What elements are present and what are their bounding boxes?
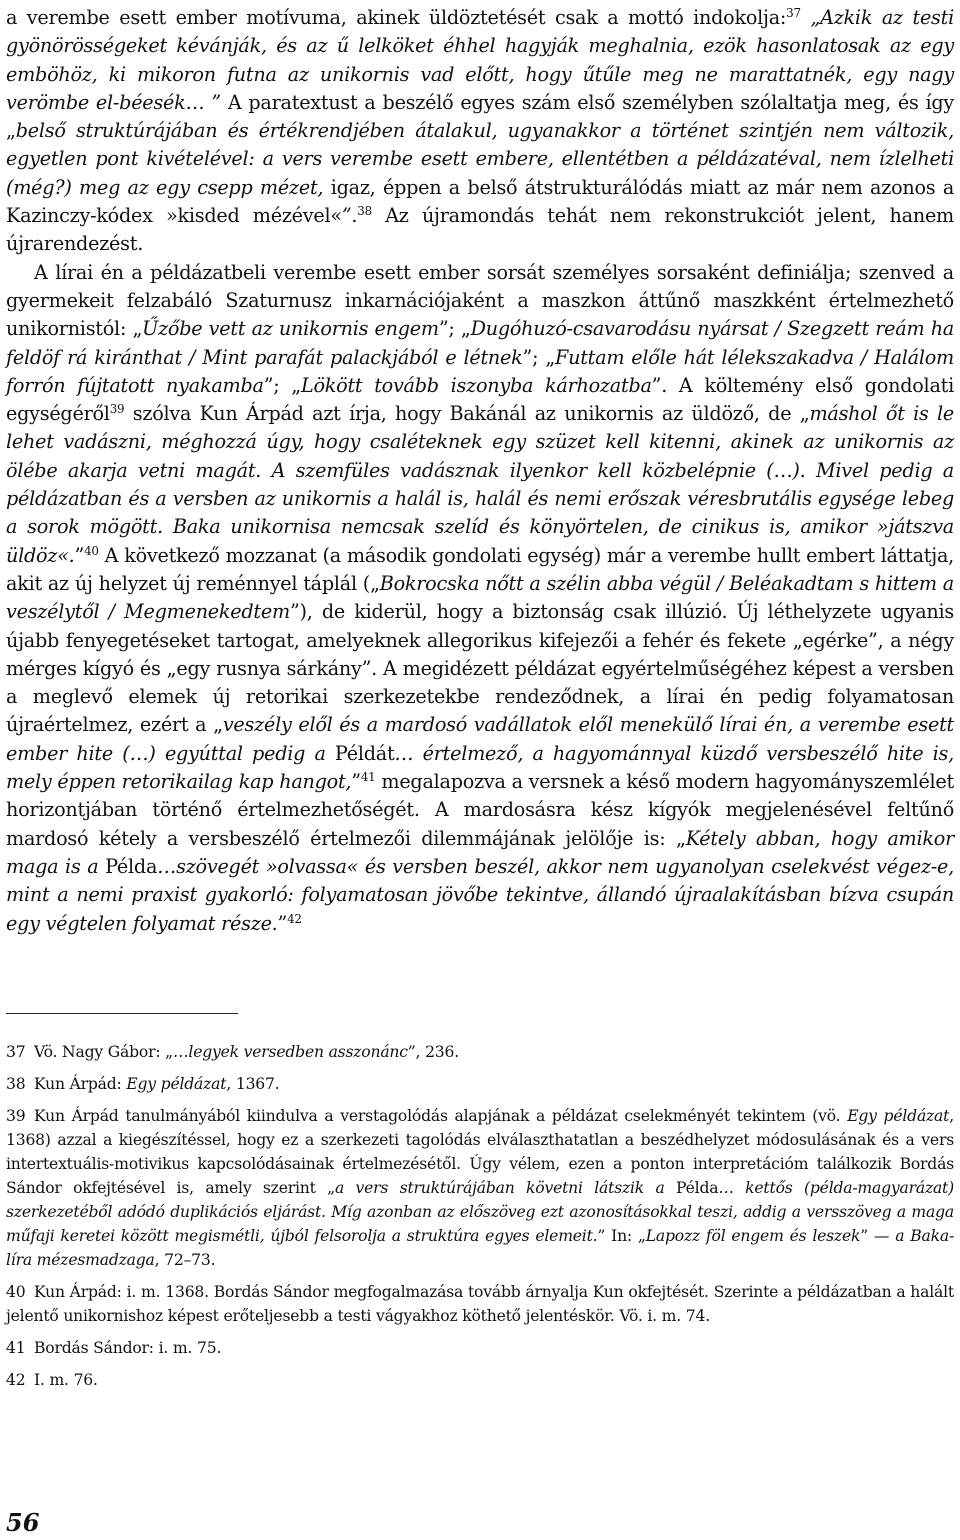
fn-text: Kun Árpád: bbox=[34, 1075, 127, 1093]
fn-text: I. m. 76. bbox=[34, 1371, 98, 1389]
footnote-ref-42[interactable]: 42 bbox=[287, 911, 302, 926]
text-run: ”; „ bbox=[438, 317, 471, 341]
footnote-ref-38[interactable]: 38 bbox=[357, 203, 372, 218]
fn-text: Példa bbox=[664, 1179, 719, 1197]
poem-quote: Bokrocska nőtt a szélin abba végül / Beléakadtam s hittem a veszélytől / Megmenekedtem bbox=[6, 571, 954, 624]
fn-text: , 72–73. bbox=[154, 1251, 216, 1269]
fn-title: a Baka-líra mézesmadzaga bbox=[6, 1227, 955, 1269]
poem-quote: Dugóhuzó-csavarodásu nyársat / Szegzett reám ha feldöf rá kiránthat / Mint parafát palackjából e létnek bbox=[6, 317, 954, 369]
footnote-37 bbox=[6, 1040, 954, 1064]
text-run: ” bbox=[277, 911, 288, 935]
quote-bordas: veszély elől és a mardosó vadállatok elől menekülő lírai én, a verembe esett ember hite (…) egyúttal pedig a bbox=[6, 713, 954, 765]
text-run: ” bbox=[351, 770, 361, 794]
fn-text: Kun Árpád tanulmányából kiindulva a verstagolódás alapjának a példázat cselekményét tekintem (vö. bbox=[34, 1107, 848, 1125]
footnote-number: 39 bbox=[6, 1107, 26, 1125]
footnote-39 bbox=[6, 1104, 954, 1272]
quote-kun: máshol őt is le lehet vadászni, méghozzá úgy, hogy csaléteknek egy szüzet kell kitenni, akinek az unikornis az ölébe akarja vetni magát. A szemfüles vadásznak ilyenkor kell közbelépnie (…). Mivel pedig a példázatban és a versben az unikornis a halál is, halál és nemi erőszak véresbrutális egysége lebeg a sorok mögött. Baka unikornisa nemcsak szelíd és könyörtelen, de cinikus is, amikor »játszva üldöz«. bbox=[6, 402, 955, 567]
paragraph-2 bbox=[6, 259, 954, 938]
footnote-42 bbox=[6, 1368, 954, 1392]
footnote-ref-40[interactable]: 40 bbox=[84, 543, 99, 558]
footnote-ref-37[interactable]: 37 bbox=[786, 5, 801, 20]
text-run: Példa bbox=[98, 854, 158, 878]
poem-quote: Futtam előle hát lélekszakadva / Halálom forrón fújtatott nyakamba bbox=[6, 345, 954, 397]
fn-quote: a vers struktúrájában követni látszik a bbox=[335, 1179, 665, 1197]
text-run: Példát bbox=[325, 741, 395, 765]
quote-bordas: … értelmező, a hagyománnyal küzdő versbeszélő hite is, mely éppen retorikailag kap hangot, bbox=[6, 741, 954, 794]
quote-bordas: …szövegét »olvassa« és versben beszél, akkor nem ugyanolyan cselekvést végez-e, mint a nemi praxist gyakorló: folyamatosan jövőbe tekintve, állandó újraalakításban bízva csupán egy végtelen folyamat része. bbox=[6, 854, 954, 935]
fn-title: Lapozz föl engem és leszek bbox=[645, 1227, 861, 1245]
text-run: A lírai én a példázatbeli verembe esett ember sorsát személyes sorsaként definiálja; szenved a gyermekeit felzabáló Szaturnusz inkarnációjaként a maszkon áttűnő maszkként értelmezhető unikornistól: „ bbox=[6, 260, 954, 341]
text-run: szólva Kun Árpád azt írja, hogy Bakánál az unikornis az üldöző, de „ bbox=[124, 402, 810, 426]
text-run: ”; „ bbox=[263, 373, 301, 397]
poem-quote: Lökött tovább iszonyba kárhozatba bbox=[300, 373, 652, 397]
fn-quote: … kettős (példa-magyarázat) szerkezetéből adódó duplikációs eljárást. Míg azonban az előszöveg ezt azonosításokkal teszi, addig a versszöveg a maga műfaji keretei között megismétli, újból felsorolja a struktúra egyes elemeit. bbox=[6, 1179, 955, 1245]
footnote-number: 37 bbox=[6, 1043, 26, 1061]
text-run: ”. A költemény első gondolati egységéről bbox=[6, 373, 954, 426]
text-run: A paratextust a beszélő egyes szám első személyben szólaltatja meg, és így „ bbox=[6, 90, 954, 143]
fn-title: Egy példázat bbox=[126, 1075, 227, 1093]
footnote-ref-39[interactable]: 39 bbox=[109, 402, 125, 417]
footnote-number: 42 bbox=[6, 1371, 26, 1389]
fn-title: Egy példázat bbox=[847, 1107, 950, 1125]
text-run: igaz, éppen a belső átstrukturálódás miatt az már nem azonos a Kazinczy-kódex »kisded mézével« bbox=[6, 175, 955, 228]
text-run: Az újramondás tehát nem rekonstrukciót jelent, hanem újrarendezést. bbox=[6, 204, 954, 256]
fn-text: Kun Árpád: i. m. 1368. Bordás Sándor megfogalmazása tovább árnyalja Kun okfejtését. Szerinte a példázatban a halált jelentő unikornishoz képest erőteljesebb a testi vágyakhoz köthető jelentéskör. Vö. i. m. 74. bbox=[6, 1283, 954, 1325]
poem-quote: Űzőbe vett az unikornis engem bbox=[142, 317, 439, 341]
fn-text: Bordás Sándor: i. m. 75. bbox=[34, 1339, 222, 1357]
footnote-number: 40 bbox=[6, 1283, 26, 1301]
fn-title: …legyek versedben asszonánc bbox=[173, 1043, 408, 1061]
text-run: A következő mozzanat (a második gondolati egység) már a verembe hullt embert láttatja, akit az új helyzet új reménnyel táplál („ bbox=[6, 543, 954, 595]
text-run: a verembe esett ember motívuma, akinek üldöztetését csak a mottó indokolja: bbox=[6, 6, 787, 29]
footnote-38 bbox=[6, 1072, 954, 1096]
quote-bordas: Kétely abban, hogy amikor maga is a bbox=[6, 826, 954, 878]
text-run: ” bbox=[74, 543, 85, 567]
fn-text: ”, 236. bbox=[407, 1043, 460, 1061]
text-run: ”; „ bbox=[522, 345, 556, 369]
paragraph-1 bbox=[6, 4, 954, 259]
footnote-41 bbox=[6, 1336, 954, 1360]
page-number: 56 bbox=[6, 1508, 40, 1537]
footnote-number: 41 bbox=[6, 1339, 26, 1357]
fn-text: , 1368) azzal a kiegészítéssel, hogy ez a szerkezeti tagolódás elválaszthatatlan a beszédhelyzet módosulásának és a vers intertextuális-motivikus kapcsolódásainak értelmezésétől. Úgy vélem, ezen a ponton interpretációm találkozik Bordás Sándor okfejtésével is, amely szerint „ bbox=[6, 1107, 954, 1197]
quote-kun: belső struktúrájában és értékrendjében átalakul, ugyanakkor a történet szintjén nem változik, egyetlen pont kivételével: a vers verembe esett embere, ellentétben a példázatéval, nem ízlelheti (még?) meg az egy csepp mézet, bbox=[6, 119, 954, 199]
text-run: megalapozva a versnek a késő modern hagyományszemlélet horizontjában történő értelmezhetőségét. A mardosásra kész kígyók megjelenésével feltűnő mardosó kétely a versbeszélő értelmezői dilemmájának jelölője is: „ bbox=[6, 770, 954, 850]
quote-motto: „Azkik az testi gyönörösségeket kévánják, és az ű lelköket éhhel hagyják meghalnia, ezök hasonlatosak az egy emböhöz, ki mikoron futna az unikornis vad előtt, hogy űtűle meg ne marattatnék, egy nagy verömbe el-béesék… ” bbox=[6, 6, 954, 114]
footnote-number: 38 bbox=[6, 1075, 26, 1093]
footnotes bbox=[6, 1040, 954, 1400]
footnote-divider bbox=[6, 1013, 238, 1014]
fn-text: , 1367. bbox=[226, 1075, 280, 1093]
footnote-40 bbox=[6, 1280, 954, 1328]
text-run: ”), de kiderül, hogy a biztonság csak illúzió. Új léthelyzete ugyanis újabb fenyegetéseket tartogat, amelyeknek allegorikus kifejezői a fehér és fekete „egérke”, a négy mérges kígyó és „egy rusnya sárkány”. A megidézett példázat egyértelműségéhez képest a versben a meglevő elemek új retorikai szerkezetekbe rendeződnek, a lírai én pedig folyamatosan újraértelmez, ezért a „ bbox=[6, 600, 954, 737]
fn-text: ” In: „ bbox=[597, 1227, 646, 1245]
footnote-ref-41[interactable]: 41 bbox=[360, 769, 376, 784]
fn-text: ” — bbox=[860, 1227, 896, 1245]
fn-text: Vö. Nagy Gábor: „ bbox=[34, 1043, 174, 1061]
main-text bbox=[6, 4, 954, 938]
quote-close: ”. bbox=[341, 204, 358, 228]
